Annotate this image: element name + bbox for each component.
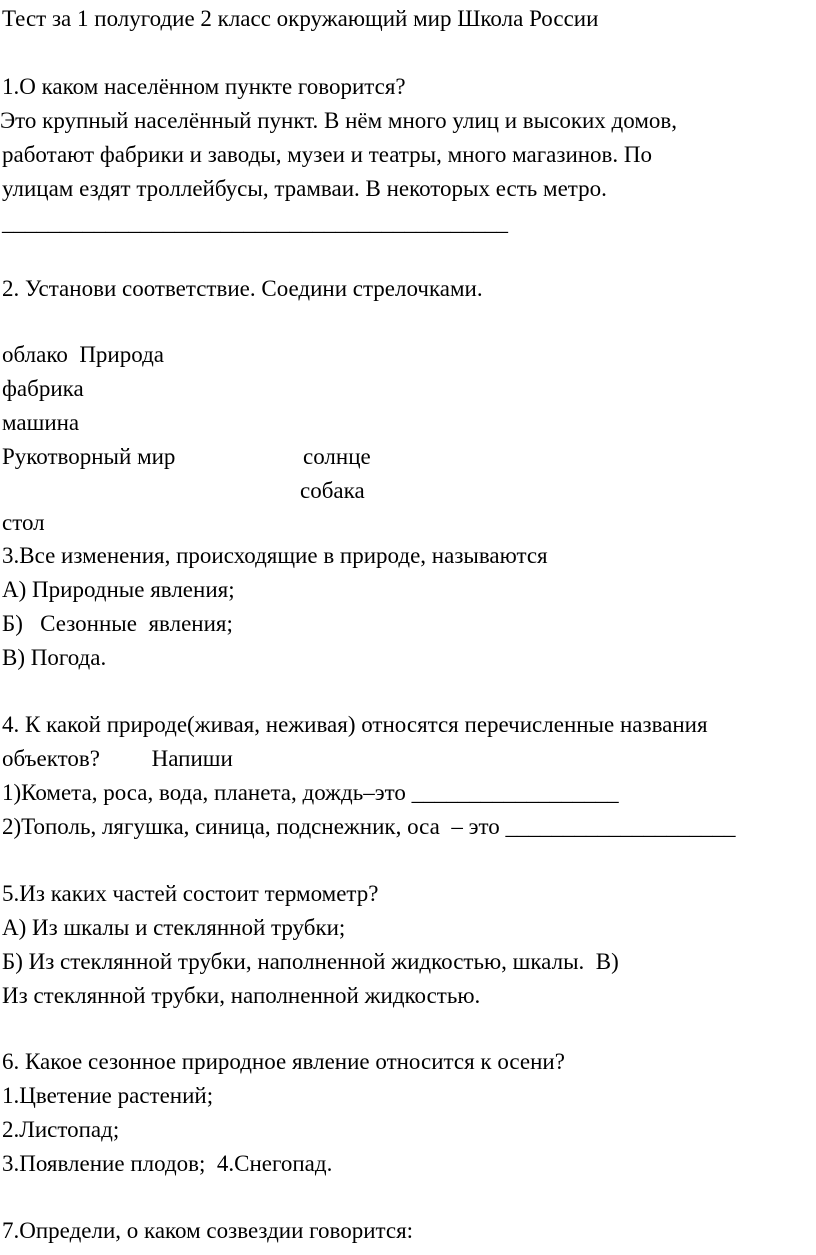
q2-item: машина (2, 410, 80, 435)
q6-option: 3.Появление плодов; 4.Снегопад. (2, 1151, 333, 1176)
q1-question: 1.О каком населённом пункте говорится? (2, 74, 406, 99)
q2-item: стол (2, 510, 45, 535)
q3-option: Б) Сезонные явления; (2, 611, 233, 636)
q4-question: объектов? Напиши (2, 746, 233, 771)
q6-question: 6. Какое сезонное природное явление относится к осени? (2, 1049, 565, 1074)
q2-item: фабрика (2, 376, 84, 401)
q5-option: Б) Из стеклянной трубки, наполненной жидкостью, шкалы. В) (2, 949, 619, 974)
q5-question: 5.Из каких частей состоит термометр? (2, 881, 379, 906)
q2-question: 2. Установи соответствие. Соедини стрелочками. (2, 276, 483, 301)
q6-option: 2.Листопад; (2, 1117, 120, 1142)
q4-item: 2)Тополь, лягушка, синица, подснежник, оса – это ____________________ (2, 814, 736, 839)
q6-option: 1.Цветение растений; (2, 1083, 214, 1108)
q2-item: Рукотворный мир (2, 444, 176, 469)
q7-question: 7.Определи, о каком созвездии говорится: (2, 1218, 414, 1243)
q5-option: А) Из шкалы и стеклянной трубки; (2, 915, 346, 940)
q3-question: 3.Все изменения, происходящие в природе, называются (2, 543, 548, 568)
q1-text-line: работают фабрики и заводы, музеи и театры, много магазинов. По (2, 142, 653, 167)
q3-option: А) Природные явления; (2, 577, 235, 602)
q2-item: солнце (303, 444, 371, 469)
q1-answer-line: ____________________________________________ (2, 210, 508, 235)
q4-item: 1)Комета, роса, вода, планета, дождь–это __________________ (2, 780, 619, 805)
q5-option: Из стеклянной трубки, наполненной жидкостью. (2, 983, 481, 1008)
q3-option: В) Погода. (2, 645, 107, 670)
q2-item: облако Природа (2, 342, 164, 367)
document-title: Тест за 1 полугодие 2 класс окружающий мир Школа России (2, 6, 599, 31)
q2-item: собака (300, 478, 365, 503)
q1-text-line: Это крупный населённый пункт. В нём много улиц и высоких домов, (0, 108, 677, 133)
q1-text-line: улицам ездят троллейбусы, трамваи. В некоторых есть метро. (2, 176, 607, 201)
q4-question: 4. К какой природе(живая, неживая) относятся перечисленные названия (2, 712, 708, 737)
